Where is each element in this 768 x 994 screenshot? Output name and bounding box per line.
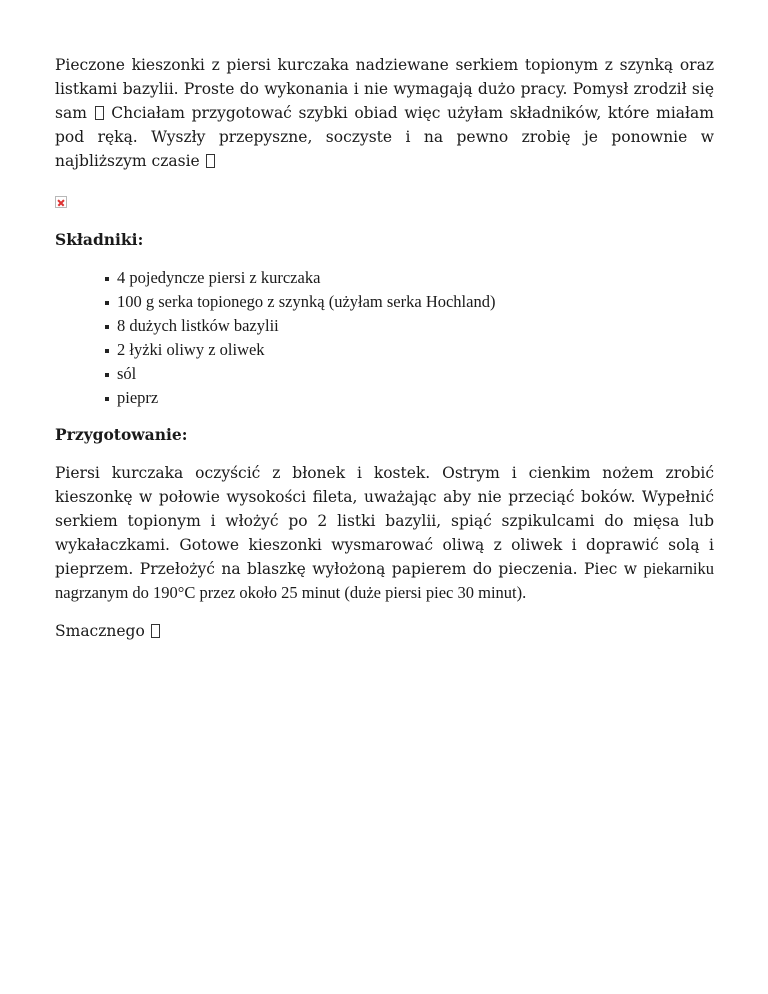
article-content [55, 53, 714, 643]
intro-text-part2: Chciałam przygotować szybki obiad więc użyłam składników, które miałam pod ręką. Wyszły przepyszne, soczyste i na pewno zrobię je ponownie w najbliższym czasie [55, 104, 714, 170]
intro-text-part1: Pieczone kieszonki z piersi kurczaka nadziewane serkiem topionym z szynką oraz listkami bazylii. Proste do wykonania i nie wymagają dużo pracy. Pomysł zrodził się sam [55, 56, 714, 122]
closing-text: Smacznego [55, 622, 145, 640]
emoji-placeholder-icon [95, 106, 104, 120]
preparation-paragraph [55, 461, 714, 605]
ingredient-item: 8 dużych listków bazylii [117, 314, 714, 338]
closing-paragraph [55, 619, 714, 643]
broken-image-icon [55, 196, 67, 208]
emoji-placeholder-icon [151, 624, 160, 638]
ingredient-item: pieprz [117, 386, 714, 410]
preparation-text-a: Piersi kurczaka oczyścić z błonek i kostek. Ostrym i cienkim nożem zrobić kieszonkę w połowie wysokości fileta, uważając aby nie przeciąć boków. Wypełnić serkiem topionym i włożyć po 2 listki bazylii, spiąć szpikulcami do mięsa lub wykałaczkami. Gotowe kieszonki wysmarować oliwą z oliwek i doprawić solą i pieprzem. Przełożyć na blaszkę wyłożoną papierem do pieczenia. Piec w [55, 464, 714, 578]
ingredient-item: 100 g serka topionego z szynką (użyłam serka Hochland) [117, 290, 714, 314]
emoji-placeholder-icon [206, 154, 215, 168]
ingredients-list [55, 266, 714, 410]
ingredients-heading: Składniki: [55, 230, 144, 249]
preparation-heading: Przygotowanie: [55, 425, 188, 444]
ingredient-item: sól [117, 362, 714, 386]
ingredient-item: 2 łyżki oliwy z oliwek [117, 338, 714, 362]
intro-paragraph [55, 53, 714, 173]
ingredient-item: 4 pojedyncze piersi z kurczaka [117, 266, 714, 290]
preparation-text-b: piekarniku nagrzanym do 190°C przez około 25 minut (duże piersi piec 30 minut). [55, 559, 714, 602]
